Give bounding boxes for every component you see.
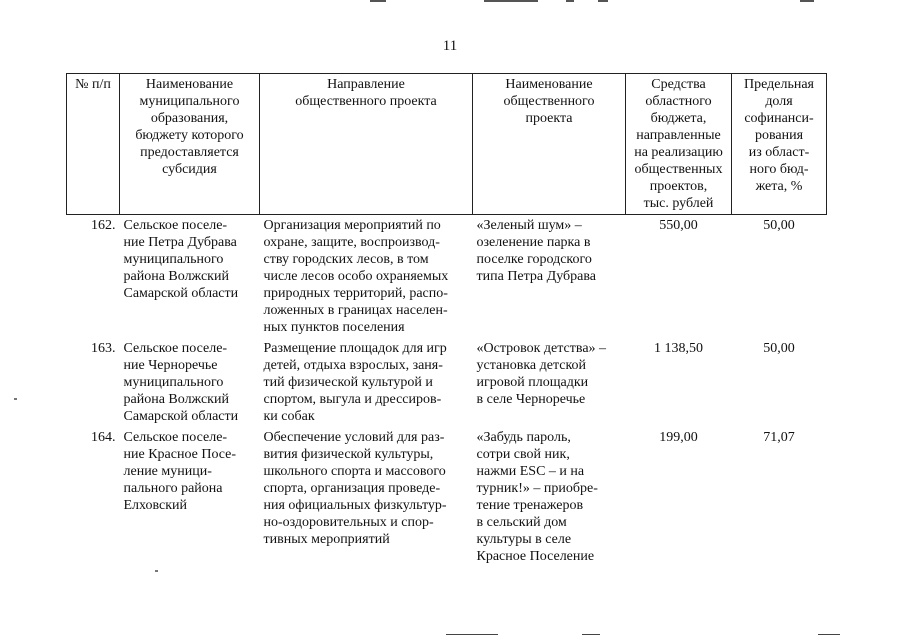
row-number: 163. — [91, 341, 116, 356]
project-name-cell: «Зеленый шум» – озеленение парка в поселке городского типа Петра Дубрава — [476, 218, 596, 284]
direction-cell: Организация мероприятий по охране, защите, воспроизвод- ству городских лесов, в том числе лесов особо охраняемых природных территорий, распо- ложенных в границах населен- ных пунктов поселения — [263, 218, 449, 335]
top-edge-mark — [800, 0, 814, 2]
page-number: 11 — [442, 38, 458, 54]
table-row — [67, 338, 827, 427]
footer-rule — [446, 634, 498, 635]
footer-rule — [818, 634, 840, 635]
direction-cell: Обеспечение условий для раз- вития физической культуры, школьного спорта и массового спорта, организация проведе- ния официальных физкультур- но-оздоровительных и спор- тивных мероприятий — [263, 430, 447, 547]
funds-cell: 199,00 — [659, 430, 698, 445]
header-municipality: Наименование муниципального образования, бюджету которого предоставляется субсидия — [120, 74, 260, 215]
table-row — [67, 215, 827, 339]
share-cell: 50,00 — [763, 341, 795, 356]
funds-cell: 1 138,50 — [654, 341, 703, 356]
municipality-cell: Сельское поселе- ние Петра Дубрава муниципального района Волжский Самарской области — [123, 218, 239, 301]
top-edge-mark — [598, 0, 608, 2]
footer-rule — [582, 634, 600, 635]
municipality-cell: Сельское поселе- ние Черноречье муниципального района Волжский Самарской области — [123, 341, 239, 424]
table-row — [67, 427, 827, 571]
header-budget-funds: Средства областного бюджета, направленные на реализацию общественных проектов, тыс. рублей — [626, 74, 732, 215]
row-number: 162. — [91, 218, 116, 233]
top-edge-mark — [370, 0, 386, 2]
scan-speck — [155, 570, 158, 572]
row-number: 164. — [91, 430, 116, 445]
header-project-name: Наименование общественного проекта — [473, 74, 626, 215]
header-number: № п/п — [67, 74, 120, 215]
share-cell: 50,00 — [763, 218, 795, 233]
scan-speck — [14, 398, 17, 400]
top-edge-mark — [566, 0, 574, 2]
top-edge-mark — [484, 0, 538, 2]
funds-cell: 550,00 — [659, 218, 698, 233]
project-name-cell: «Забудь пароль, сотри свой ник, нажми ESC – и на турник!» – приобре- тение тренажеров в сельский дом культуры в селе Красное Поселение — [476, 430, 598, 564]
municipality-cell: Сельское поселе- ние Красное Посе- ление муници- пального района Елховский — [123, 430, 237, 513]
table-header-row — [67, 74, 827, 215]
header-cofinancing-share: Предельная доля софинанси- рования из област- ного бюд- жета, % — [732, 74, 827, 215]
header-project-direction: Направление общественного проекта — [260, 74, 473, 215]
project-name-cell: «Островок детства» – установка детской игровой площадки в селе Черноречье — [476, 341, 607, 407]
subsidy-table — [66, 73, 827, 571]
direction-cell: Размещение площадок для игр детей, отдыха взрослых, заня- тий физической культурой и спортом, выгула и дрессиров- ки собак — [263, 341, 447, 424]
share-cell: 71,07 — [763, 430, 795, 445]
